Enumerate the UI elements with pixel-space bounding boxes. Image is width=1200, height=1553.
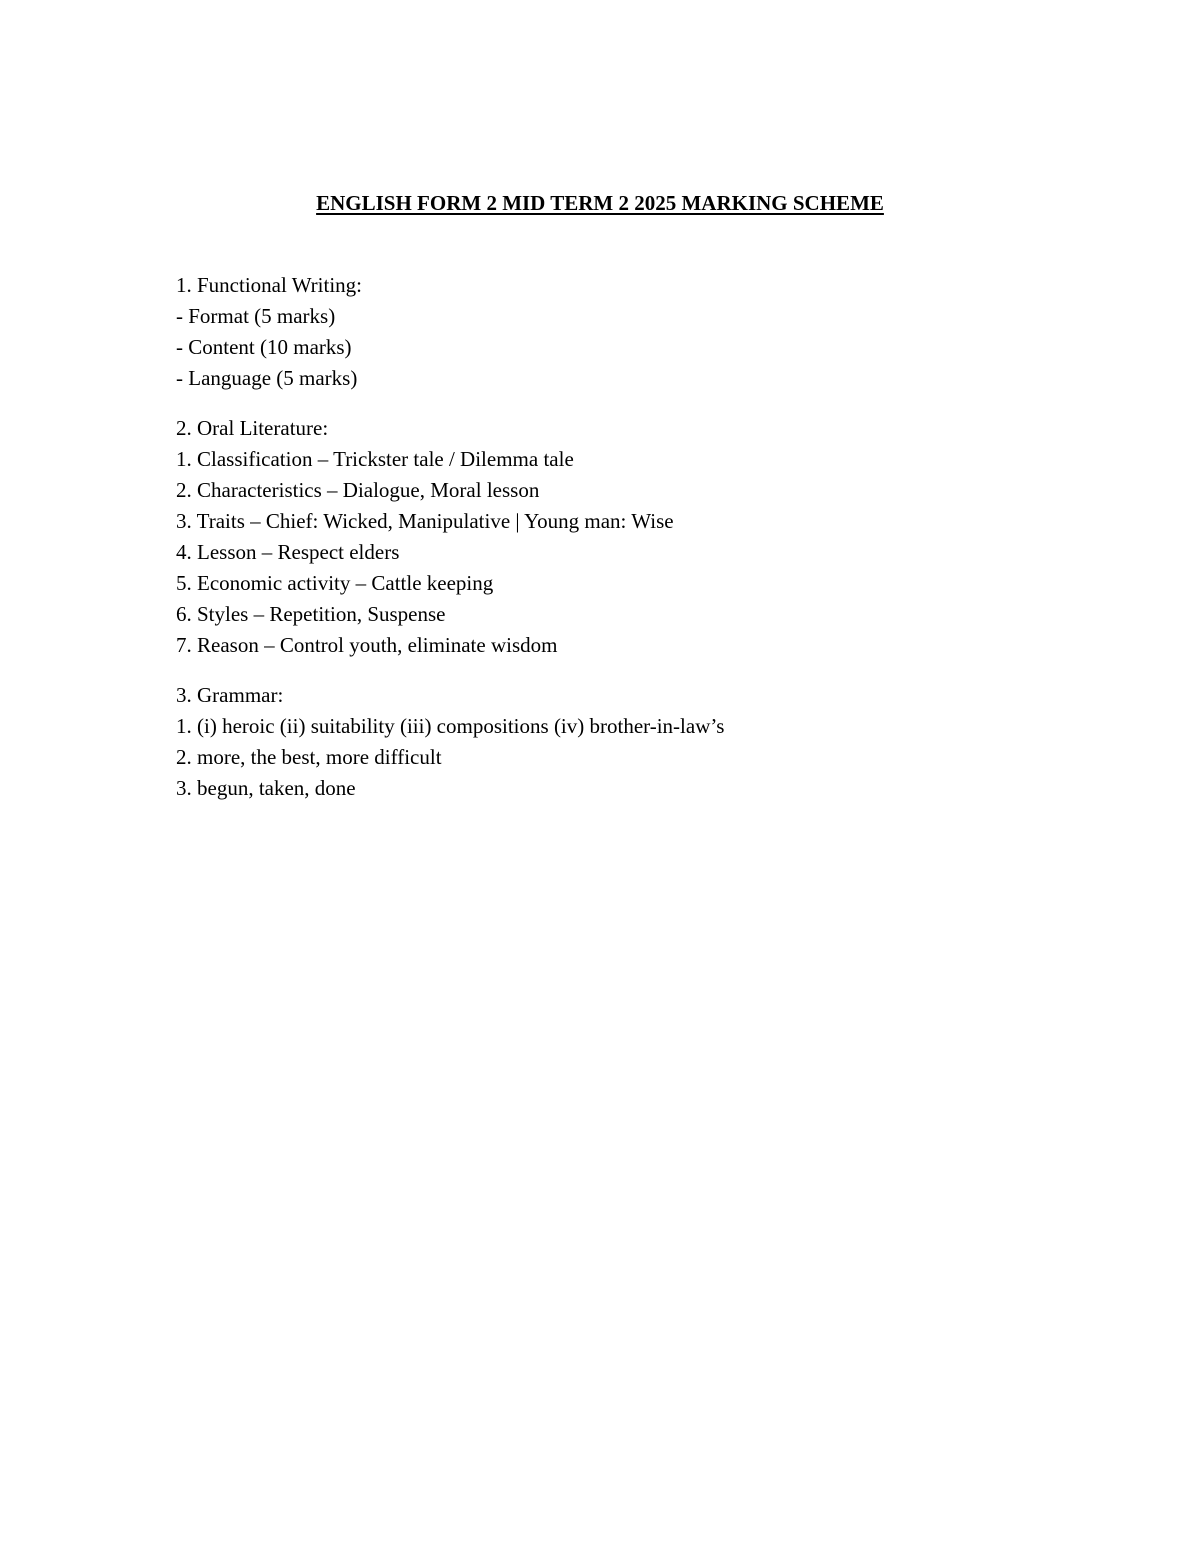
document-body xyxy=(176,270,1076,823)
list-item: - Language (5 marks) xyxy=(176,366,358,390)
list-item: 3. begun, taken, done xyxy=(176,776,356,800)
section-heading: 3. Grammar: xyxy=(176,683,284,707)
list-item: - Content (10 marks) xyxy=(176,335,352,359)
section-functional-writing xyxy=(176,270,1076,394)
list-item: 2. more, the best, more difficult xyxy=(176,745,442,769)
section-grammar xyxy=(176,680,1076,804)
list-item: 7. Reason – Control youth, eliminate wisdom xyxy=(176,633,558,657)
list-item: 1. Classification – Trickster tale / Dilemma tale xyxy=(176,447,574,471)
section-oral-literature xyxy=(176,413,1076,661)
section-heading: 1. Functional Writing: xyxy=(176,273,363,297)
list-item: 3. Traits – Chief: Wicked, Manipulative | Young man: Wise xyxy=(176,509,674,533)
page-title: ENGLISH FORM 2 MID TERM 2 2025 MARKING SCHEME xyxy=(316,191,884,215)
list-item: - Format (5 marks) xyxy=(176,304,336,328)
list-item: 6. Styles – Repetition, Suspense xyxy=(176,602,446,626)
list-item: 2. Characteristics – Dialogue, Moral lesson xyxy=(176,478,540,502)
list-item: 1. (i) heroic (ii) suitability (iii) compositions (iv) brother-in-law’s xyxy=(176,714,725,738)
list-item: 4. Lesson – Respect elders xyxy=(176,540,400,564)
list-item: 5. Economic activity – Cattle keeping xyxy=(176,571,494,595)
section-heading: 2. Oral Literature: xyxy=(176,416,329,440)
